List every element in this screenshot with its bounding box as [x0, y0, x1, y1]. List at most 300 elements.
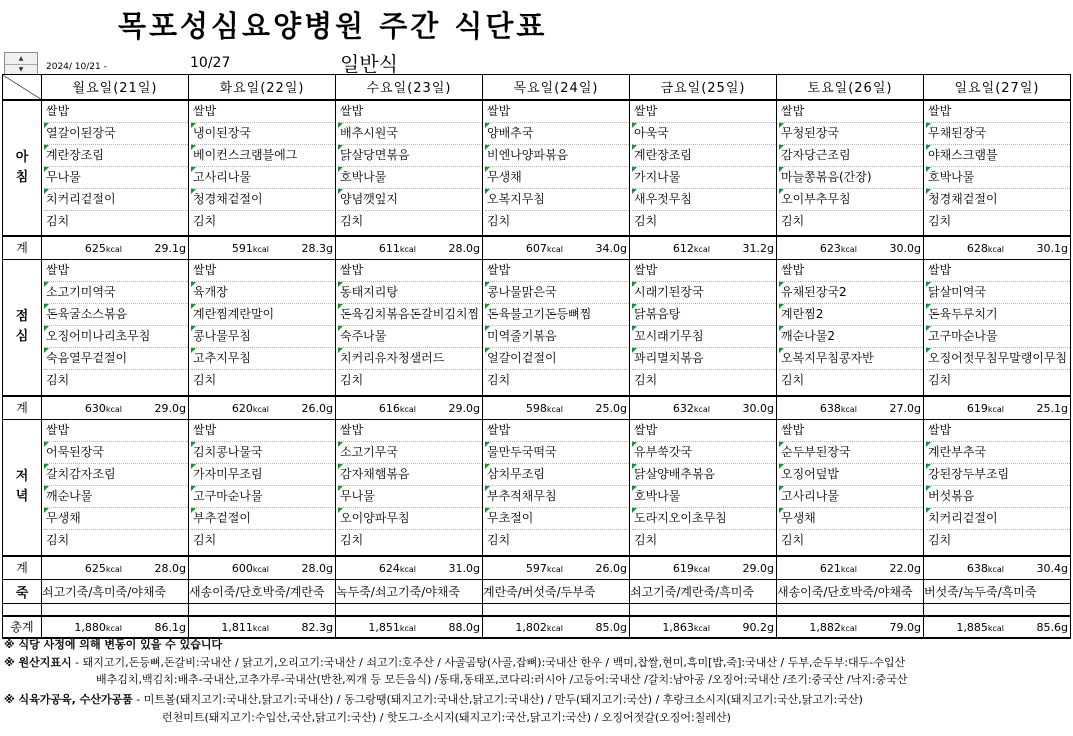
- kcal-value: [379, 242, 416, 255]
- subtotal-cell[interactable]: [336, 556, 483, 580]
- grand-total-cell[interactable]: [336, 616, 483, 638]
- menu-cell[interactable]: [336, 260, 483, 396]
- menu-cell[interactable]: [777, 100, 924, 236]
- menu-cell[interactable]: [924, 420, 1071, 556]
- porridge-cell[interactable]: 쇠고기죽/흑미죽/야채죽: [42, 580, 189, 604]
- dish-item: 김치: [46, 373, 70, 387]
- dish-item: 닭살미역국: [926, 282, 1070, 304]
- kcal-value: [221, 621, 269, 634]
- grand-total-cell[interactable]: [777, 616, 924, 638]
- kcal-unit: kcal: [840, 404, 857, 414]
- dish-item: 부추겉절이: [191, 508, 335, 530]
- dish-item: 숙주나물: [338, 326, 482, 348]
- dish-item: 고추지무침: [191, 348, 335, 370]
- kcal-number: 638: [819, 401, 841, 415]
- subtotal-cell[interactable]: [630, 556, 777, 580]
- dish-item: 김치: [46, 533, 70, 547]
- kcal-number: 616: [378, 401, 400, 415]
- dish-item: 김치: [634, 213, 658, 228]
- kcal-unit: kcal: [399, 623, 416, 633]
- porridge-label: 죽: [3, 580, 42, 604]
- dish-item: 오징어덮밥: [779, 464, 923, 486]
- dish-item: 오이양파무침: [338, 508, 482, 530]
- dish-item: 가자미무조림: [191, 464, 335, 486]
- kcal-value: [379, 562, 416, 575]
- spacer-cell: [630, 604, 777, 616]
- dish-item: 동태지리탕: [338, 282, 482, 304]
- kcal-number: 623: [819, 241, 841, 255]
- kcal-unit: kcal: [840, 244, 857, 254]
- kcal-unit: kcal: [987, 244, 1004, 254]
- protein-value: 26.0g: [595, 561, 627, 575]
- dish-item: 쌀밥: [44, 420, 188, 442]
- grand-total-cell[interactable]: [42, 616, 189, 638]
- spacer-cell: [336, 604, 483, 616]
- dish-item: 배추시원국: [338, 123, 482, 145]
- dish-item: 쌀밥: [191, 420, 335, 442]
- meal-row: [3, 260, 1071, 396]
- protein-value: 29.0g: [448, 401, 480, 415]
- spacer-cell: [3, 604, 42, 616]
- kcal-value: [809, 621, 857, 634]
- dish-item: 무채된장국: [926, 123, 1070, 145]
- dish-item: 김치콩나물국: [191, 442, 335, 464]
- meal-row: [3, 100, 1071, 236]
- subtotal-cell[interactable]: [189, 236, 336, 260]
- kcal-value: [526, 402, 563, 415]
- meal-label: 아 침: [3, 100, 42, 236]
- porridge-row: [3, 580, 1071, 604]
- dish-item: 치커리겉절이: [44, 189, 188, 211]
- dish-item: 김치: [928, 213, 952, 228]
- day-header: 화요일(22일): [189, 75, 336, 100]
- dish-item: 김치: [634, 373, 658, 387]
- menu-cell[interactable]: [336, 100, 483, 236]
- subtotal-cell[interactable]: [924, 396, 1071, 420]
- dish-item: 계란부추국: [926, 442, 1070, 464]
- kcal-number: 632: [672, 401, 694, 415]
- meal-row: [3, 420, 1071, 556]
- dish-item: 계란장조림: [44, 145, 188, 167]
- grand-total-cell[interactable]: [630, 616, 777, 638]
- dish-item: 쌀밥: [779, 260, 923, 282]
- porridge-cell[interactable]: 쇠고기죽/계란죽/흑미죽: [630, 580, 777, 604]
- dish-item: 콩나물맑은국: [485, 282, 629, 304]
- subtotal-cell[interactable]: [336, 236, 483, 260]
- dish-item: 김치: [928, 373, 952, 387]
- dish-item: 무청된장국: [779, 123, 923, 145]
- processed-line-1: [4, 692, 863, 708]
- dish-item: 미역줄기볶음: [485, 326, 629, 348]
- date-range-end: 10/27: [190, 55, 231, 71]
- protein-value: 30.0g: [742, 401, 774, 415]
- dish-item: 계란찜2: [779, 304, 923, 326]
- porridge-cell[interactable]: 녹두죽/쇠고기죽/야채죽: [336, 580, 483, 604]
- dish-item: 쌀밥: [44, 260, 188, 282]
- dish-item: 무나물: [338, 486, 482, 508]
- dish-item: 육개장: [191, 282, 335, 304]
- kcal-number: 625: [84, 241, 106, 255]
- meal-subtotal-row: [3, 556, 1071, 580]
- dish-item: 순두부된장국: [779, 442, 923, 464]
- menu-cell[interactable]: [42, 420, 189, 556]
- menu-cell[interactable]: [336, 420, 483, 556]
- kcal-value: [85, 242, 122, 255]
- protein-value: 28.0g: [154, 561, 186, 575]
- dish-item: 호박나물: [926, 167, 1070, 189]
- processed-text-2: 런천미트(돼지고기:수입산,국산,닭고기:국산) / 핫도그-소시지(돼지고기:국산,닭고기:국산) / 오징어젓갈(오징어:칠레산): [162, 711, 731, 724]
- notice-text: ※ 식당 사정에 의해 변동이 있을 수 있습니다: [4, 638, 223, 651]
- day-header: 일요일(27일): [924, 75, 1071, 100]
- dish-item: 쌀밥: [191, 101, 335, 123]
- meal-type-label: 일반식: [340, 52, 398, 76]
- kcal-value: [967, 402, 1004, 415]
- dish-item: 야채스크램블: [926, 145, 1070, 167]
- porridge-cell[interactable]: 새송이죽/단호박죽/계란죽: [189, 580, 336, 604]
- menu-cell[interactable]: [630, 420, 777, 556]
- dish-item: 호박나물: [338, 167, 482, 189]
- subtotal-cell[interactable]: [483, 236, 630, 260]
- date-spinner[interactable]: [4, 52, 38, 75]
- dish-item: 무나물: [44, 167, 188, 189]
- porridge-cell[interactable]: 새송이죽/단호박죽/야채죽: [777, 580, 924, 604]
- menu-cell[interactable]: [42, 100, 189, 236]
- notice-line: [4, 637, 222, 653]
- protein-value: 30.0g: [889, 241, 921, 255]
- dish-item: 베이컨스크램블에그: [191, 145, 335, 167]
- kcal-unit: kcal: [546, 564, 563, 574]
- dish-item: 유부쑥갓국: [632, 442, 776, 464]
- dish-item: 고구마순나물: [191, 486, 335, 508]
- dish-item: 무생채: [44, 508, 188, 530]
- spacer-cell: [42, 604, 189, 616]
- kcal-unit: kcal: [987, 404, 1004, 414]
- protein-value: 30.1g: [1036, 241, 1068, 255]
- subtotal-cell[interactable]: [483, 396, 630, 420]
- spacer-row: [3, 604, 1071, 616]
- day-header-row: [3, 75, 1071, 100]
- kcal-number: 628: [966, 241, 988, 255]
- processed-label: ※ 식육가공육, 수산가공품: [4, 693, 133, 706]
- protein-value: 25.1g: [1036, 401, 1068, 415]
- subtotal-cell[interactable]: [777, 236, 924, 260]
- dish-item: 쌀밥: [485, 101, 629, 123]
- dish-item: 김치: [46, 213, 70, 228]
- dish-item: 깨순나물: [44, 486, 188, 508]
- kcal-number: 591: [231, 241, 253, 255]
- menu-cell[interactable]: [924, 260, 1071, 396]
- menu-cell[interactable]: [483, 260, 630, 396]
- kcal-unit: kcal: [693, 244, 710, 254]
- subtotal-cell[interactable]: [777, 556, 924, 580]
- kcal-number: 624: [378, 561, 400, 575]
- dish-item: 김치: [487, 213, 511, 228]
- kcal-number: 612: [672, 241, 694, 255]
- kcal-unit: kcal: [693, 564, 710, 574]
- origin-label: ※ 원산지표시: [4, 656, 72, 669]
- kcal-value: [526, 242, 563, 255]
- menu-cell[interactable]: [924, 100, 1071, 236]
- subtotal-label: 계: [3, 396, 42, 420]
- spacer-cell: [189, 604, 336, 616]
- spin-down-icon[interactable]: ▼: [5, 64, 37, 75]
- kcal-number: 619: [672, 561, 694, 575]
- dish-item: 쌀밥: [485, 260, 629, 282]
- kcal-unit: kcal: [546, 623, 563, 633]
- dish-item: 닭볶음탕: [632, 304, 776, 326]
- kcal-unit: kcal: [693, 623, 710, 633]
- subtotal-cell[interactable]: [630, 236, 777, 260]
- kcal-value: [85, 562, 122, 575]
- protein-value: 90.2g: [742, 620, 774, 634]
- kcal-value: [673, 402, 710, 415]
- protein-value: 25.0g: [595, 401, 627, 415]
- day-header: 목요일(24일): [483, 75, 630, 100]
- dish-item: 계란찜계란말이: [191, 304, 335, 326]
- dish-item: 고사리나물: [779, 486, 923, 508]
- meal-label: 저 녁: [3, 420, 42, 556]
- dish-item: 콩나물무침: [191, 326, 335, 348]
- kcal-unit: kcal: [105, 623, 122, 633]
- subtotal-cell[interactable]: [42, 396, 189, 420]
- porridge-cell[interactable]: 계란죽/버섯죽/두부죽: [483, 580, 630, 604]
- kcal-number: 1,885: [956, 620, 988, 634]
- dish-item: 무생채: [485, 167, 629, 189]
- subtotal-cell[interactable]: [483, 556, 630, 580]
- subtotal-cell[interactable]: [777, 396, 924, 420]
- dish-item: 닭살당면볶음: [338, 145, 482, 167]
- menu-cell[interactable]: [777, 260, 924, 396]
- subtotal-cell[interactable]: [42, 236, 189, 260]
- dish-item: 무초절이: [485, 508, 629, 530]
- kcal-unit: kcal: [546, 404, 563, 414]
- dish-item: 오징어젓무침무말랭이무침: [926, 348, 1070, 370]
- porridge-cell[interactable]: 버섯죽/녹두죽/흑미죽: [924, 580, 1071, 604]
- protein-value: 28.0g: [448, 241, 480, 255]
- meal-subtotal-row: [3, 236, 1071, 260]
- weekly-menu-table: [2, 74, 1071, 639]
- grand-total-cell[interactable]: [189, 616, 336, 638]
- dish-item: 계란장조림: [632, 145, 776, 167]
- corner-cell: [3, 75, 42, 100]
- kcal-number: 619: [966, 401, 988, 415]
- dish-item: 김치: [781, 373, 805, 387]
- dish-item: 쌀밥: [926, 260, 1070, 282]
- meal-label: 점 심: [3, 260, 42, 396]
- origin-text-1: - 돼지고기,돈등뼈,돈갈비:국내산 / 닭고기,오리고기:국내산 / 쇠고기:호주산 / 사골곰탕(사골,잡뼈):국내산 한우 / 백미,찹쌀,현미,흑미[밥,죽]:국내산 / 두부,순두부:대두-수입산: [71, 656, 906, 669]
- kcal-number: 600: [231, 561, 253, 575]
- dish-item: 청경채겉절이: [926, 189, 1070, 211]
- kcal-unit: kcal: [105, 564, 122, 574]
- kcal-unit: kcal: [987, 564, 1004, 574]
- dish-item: 쌀밥: [338, 260, 482, 282]
- dish-item: 쌀밥: [779, 420, 923, 442]
- kcal-unit: kcal: [840, 564, 857, 574]
- spin-up-icon[interactable]: ▲: [18, 54, 24, 62]
- subtotal-cell[interactable]: [924, 556, 1071, 580]
- kcal-unit: kcal: [546, 244, 563, 254]
- menu-cell[interactable]: [189, 100, 336, 236]
- dish-item: 마늘쫑볶음(간장): [779, 167, 923, 189]
- dish-item: 숙음열무겉절이: [44, 348, 188, 370]
- dish-item: 쌀밥: [926, 420, 1070, 442]
- dish-item: 갈치감자조림: [44, 464, 188, 486]
- protein-value: 27.0g: [889, 401, 921, 415]
- menu-cell[interactable]: [483, 100, 630, 236]
- dish-item: 소고기미역국: [44, 282, 188, 304]
- kcal-value: [515, 621, 563, 634]
- dish-item: 호박나물: [632, 486, 776, 508]
- grand-total-label: 총계: [3, 616, 42, 638]
- dish-item: 어묵된장국: [44, 442, 188, 464]
- day-header: 월요일(21일): [42, 75, 189, 100]
- protein-value: 28.0g: [301, 561, 333, 575]
- kcal-number: 607: [525, 241, 547, 255]
- day-header: 토요일(26일): [777, 75, 924, 100]
- dish-item: 깨순나물2: [779, 326, 923, 348]
- menu-cell[interactable]: [189, 260, 336, 396]
- protein-value: 85.0g: [595, 620, 627, 634]
- kcal-unit: kcal: [987, 623, 1004, 633]
- protein-value: 79.0g: [889, 620, 921, 634]
- dish-item: 무생채: [779, 508, 923, 530]
- dish-item: 오복지무침: [485, 189, 629, 211]
- dish-item: 비엔나양파볶음: [485, 145, 629, 167]
- dish-item: 쌀밥: [338, 420, 482, 442]
- kcal-value: [526, 562, 563, 575]
- kcal-value: [379, 402, 416, 415]
- spacer-cell: [924, 604, 1071, 616]
- kcal-unit: kcal: [105, 404, 122, 414]
- grand-total-row: [3, 616, 1071, 638]
- dish-item: 쌀밥: [338, 101, 482, 123]
- dish-item: 소고기무국: [338, 442, 482, 464]
- kcal-value: [820, 402, 857, 415]
- dish-item: 삼치무조림: [485, 464, 629, 486]
- kcal-number: 638: [966, 561, 988, 575]
- origin-line-2: [96, 672, 907, 688]
- menu-cell[interactable]: [189, 420, 336, 556]
- meal-subtotal-row: [3, 396, 1071, 420]
- subtotal-cell[interactable]: [924, 236, 1071, 260]
- kcal-number: 1,851: [368, 620, 400, 634]
- protein-value: 26.0g: [301, 401, 333, 415]
- kcal-value: [956, 621, 1004, 634]
- grand-total-cell[interactable]: [483, 616, 630, 638]
- kcal-value: [967, 562, 1004, 575]
- dish-item: 쌀밥: [44, 101, 188, 123]
- menu-cell[interactable]: [483, 420, 630, 556]
- kcal-number: 1,880: [74, 620, 106, 634]
- protein-value: 29.0g: [154, 401, 186, 415]
- subtotal-cell[interactable]: [630, 396, 777, 420]
- dish-item: 꼬시래기무침: [632, 326, 776, 348]
- dish-item: 돈육김치볶음돈갈비김치찜: [338, 304, 482, 326]
- subtotal-cell[interactable]: [336, 396, 483, 420]
- kcal-value: [673, 242, 710, 255]
- dish-item: 물만두국떡국: [485, 442, 629, 464]
- dish-item: 김치: [340, 213, 364, 228]
- dish-item: 김치: [340, 533, 364, 547]
- protein-value: 34.0g: [595, 241, 627, 255]
- subtotal-label: 계: [3, 556, 42, 580]
- dish-item: 강된장두부조림: [926, 464, 1070, 486]
- dish-item: 쌀밥: [632, 101, 776, 123]
- protein-value: 85.6g: [1036, 620, 1068, 634]
- kcal-value: [232, 242, 269, 255]
- dish-item: 김치: [193, 373, 217, 387]
- dish-item: 김치: [928, 533, 952, 547]
- dish-item: 쌀밥: [632, 260, 776, 282]
- dish-item: 치커리겉절이: [926, 508, 1070, 530]
- subtotal-cell[interactable]: [189, 556, 336, 580]
- dish-item: 청경채겉절이: [191, 189, 335, 211]
- menu-cell[interactable]: [630, 100, 777, 236]
- dish-item: 시래기된장국: [632, 282, 776, 304]
- processed-line-2: [162, 710, 731, 726]
- menu-cell[interactable]: [777, 420, 924, 556]
- dish-item: 돈육굴소스볶음: [44, 304, 188, 326]
- subtotal-cell[interactable]: [189, 396, 336, 420]
- kcal-value: [232, 402, 269, 415]
- kcal-unit: kcal: [252, 404, 269, 414]
- protein-value: 29.1g: [154, 241, 186, 255]
- dish-item: 김치: [634, 533, 658, 547]
- kcal-value: [85, 402, 122, 415]
- dish-item: 열갈이된장국: [44, 123, 188, 145]
- kcal-number: 621: [819, 561, 841, 575]
- subtotal-cell[interactable]: [42, 556, 189, 580]
- kcal-unit: kcal: [105, 244, 122, 254]
- kcal-number: 597: [525, 561, 547, 575]
- kcal-number: 620: [231, 401, 253, 415]
- dish-item: 김치: [193, 213, 217, 228]
- dish-item: 오이부추무침: [779, 189, 923, 211]
- kcal-unit: kcal: [840, 623, 857, 633]
- dish-item: 고사리나물: [191, 167, 335, 189]
- dish-item: 유채된장국2: [779, 282, 923, 304]
- dish-item: 김치: [340, 373, 364, 387]
- kcal-value: [820, 562, 857, 575]
- protein-value: 28.3g: [301, 241, 333, 255]
- dish-item: 양념깻잎지: [338, 189, 482, 211]
- dish-item: 냉이된장국: [191, 123, 335, 145]
- dish-item: 새우젓무침: [632, 189, 776, 211]
- dish-item: 치커리유자청샐러드: [338, 348, 482, 370]
- dish-item: 쌀밥: [632, 420, 776, 442]
- subtotal-label: 계: [3, 236, 42, 260]
- page-title: 목포성심요양병원 주간 식단표: [118, 9, 548, 43]
- dish-item: 김치: [487, 373, 511, 387]
- kcal-value: [673, 562, 710, 575]
- kcal-number: 1,811: [221, 620, 253, 634]
- kcal-number: 625: [84, 561, 106, 575]
- dish-item: 얼갈이겉절이: [485, 348, 629, 370]
- dish-item: 버섯볶음: [926, 486, 1070, 508]
- kcal-value: [368, 621, 416, 634]
- dish-item: 쌀밥: [779, 101, 923, 123]
- origin-text-2: 배추김치,백김치:배추-국내산,고추가루-국내산(반찬,찌개 등 모든음식) /동태,동태포,코다리:러시아 /고등어:국내산 /갈치:남아공 /오징어:국내산 /조기:중국산 /낙지:중국산: [96, 673, 908, 686]
- protein-value: 22.0g: [889, 561, 921, 575]
- grand-total-cell[interactable]: [924, 616, 1071, 638]
- dish-item: 김치: [781, 533, 805, 547]
- dish-item: 꽈리멸치볶음: [632, 348, 776, 370]
- protein-value: 88.0g: [448, 620, 480, 634]
- menu-cell[interactable]: [42, 260, 189, 396]
- dish-item: 감자당근조림: [779, 145, 923, 167]
- menu-cell[interactable]: [630, 260, 777, 396]
- protein-value: 29.0g: [742, 561, 774, 575]
